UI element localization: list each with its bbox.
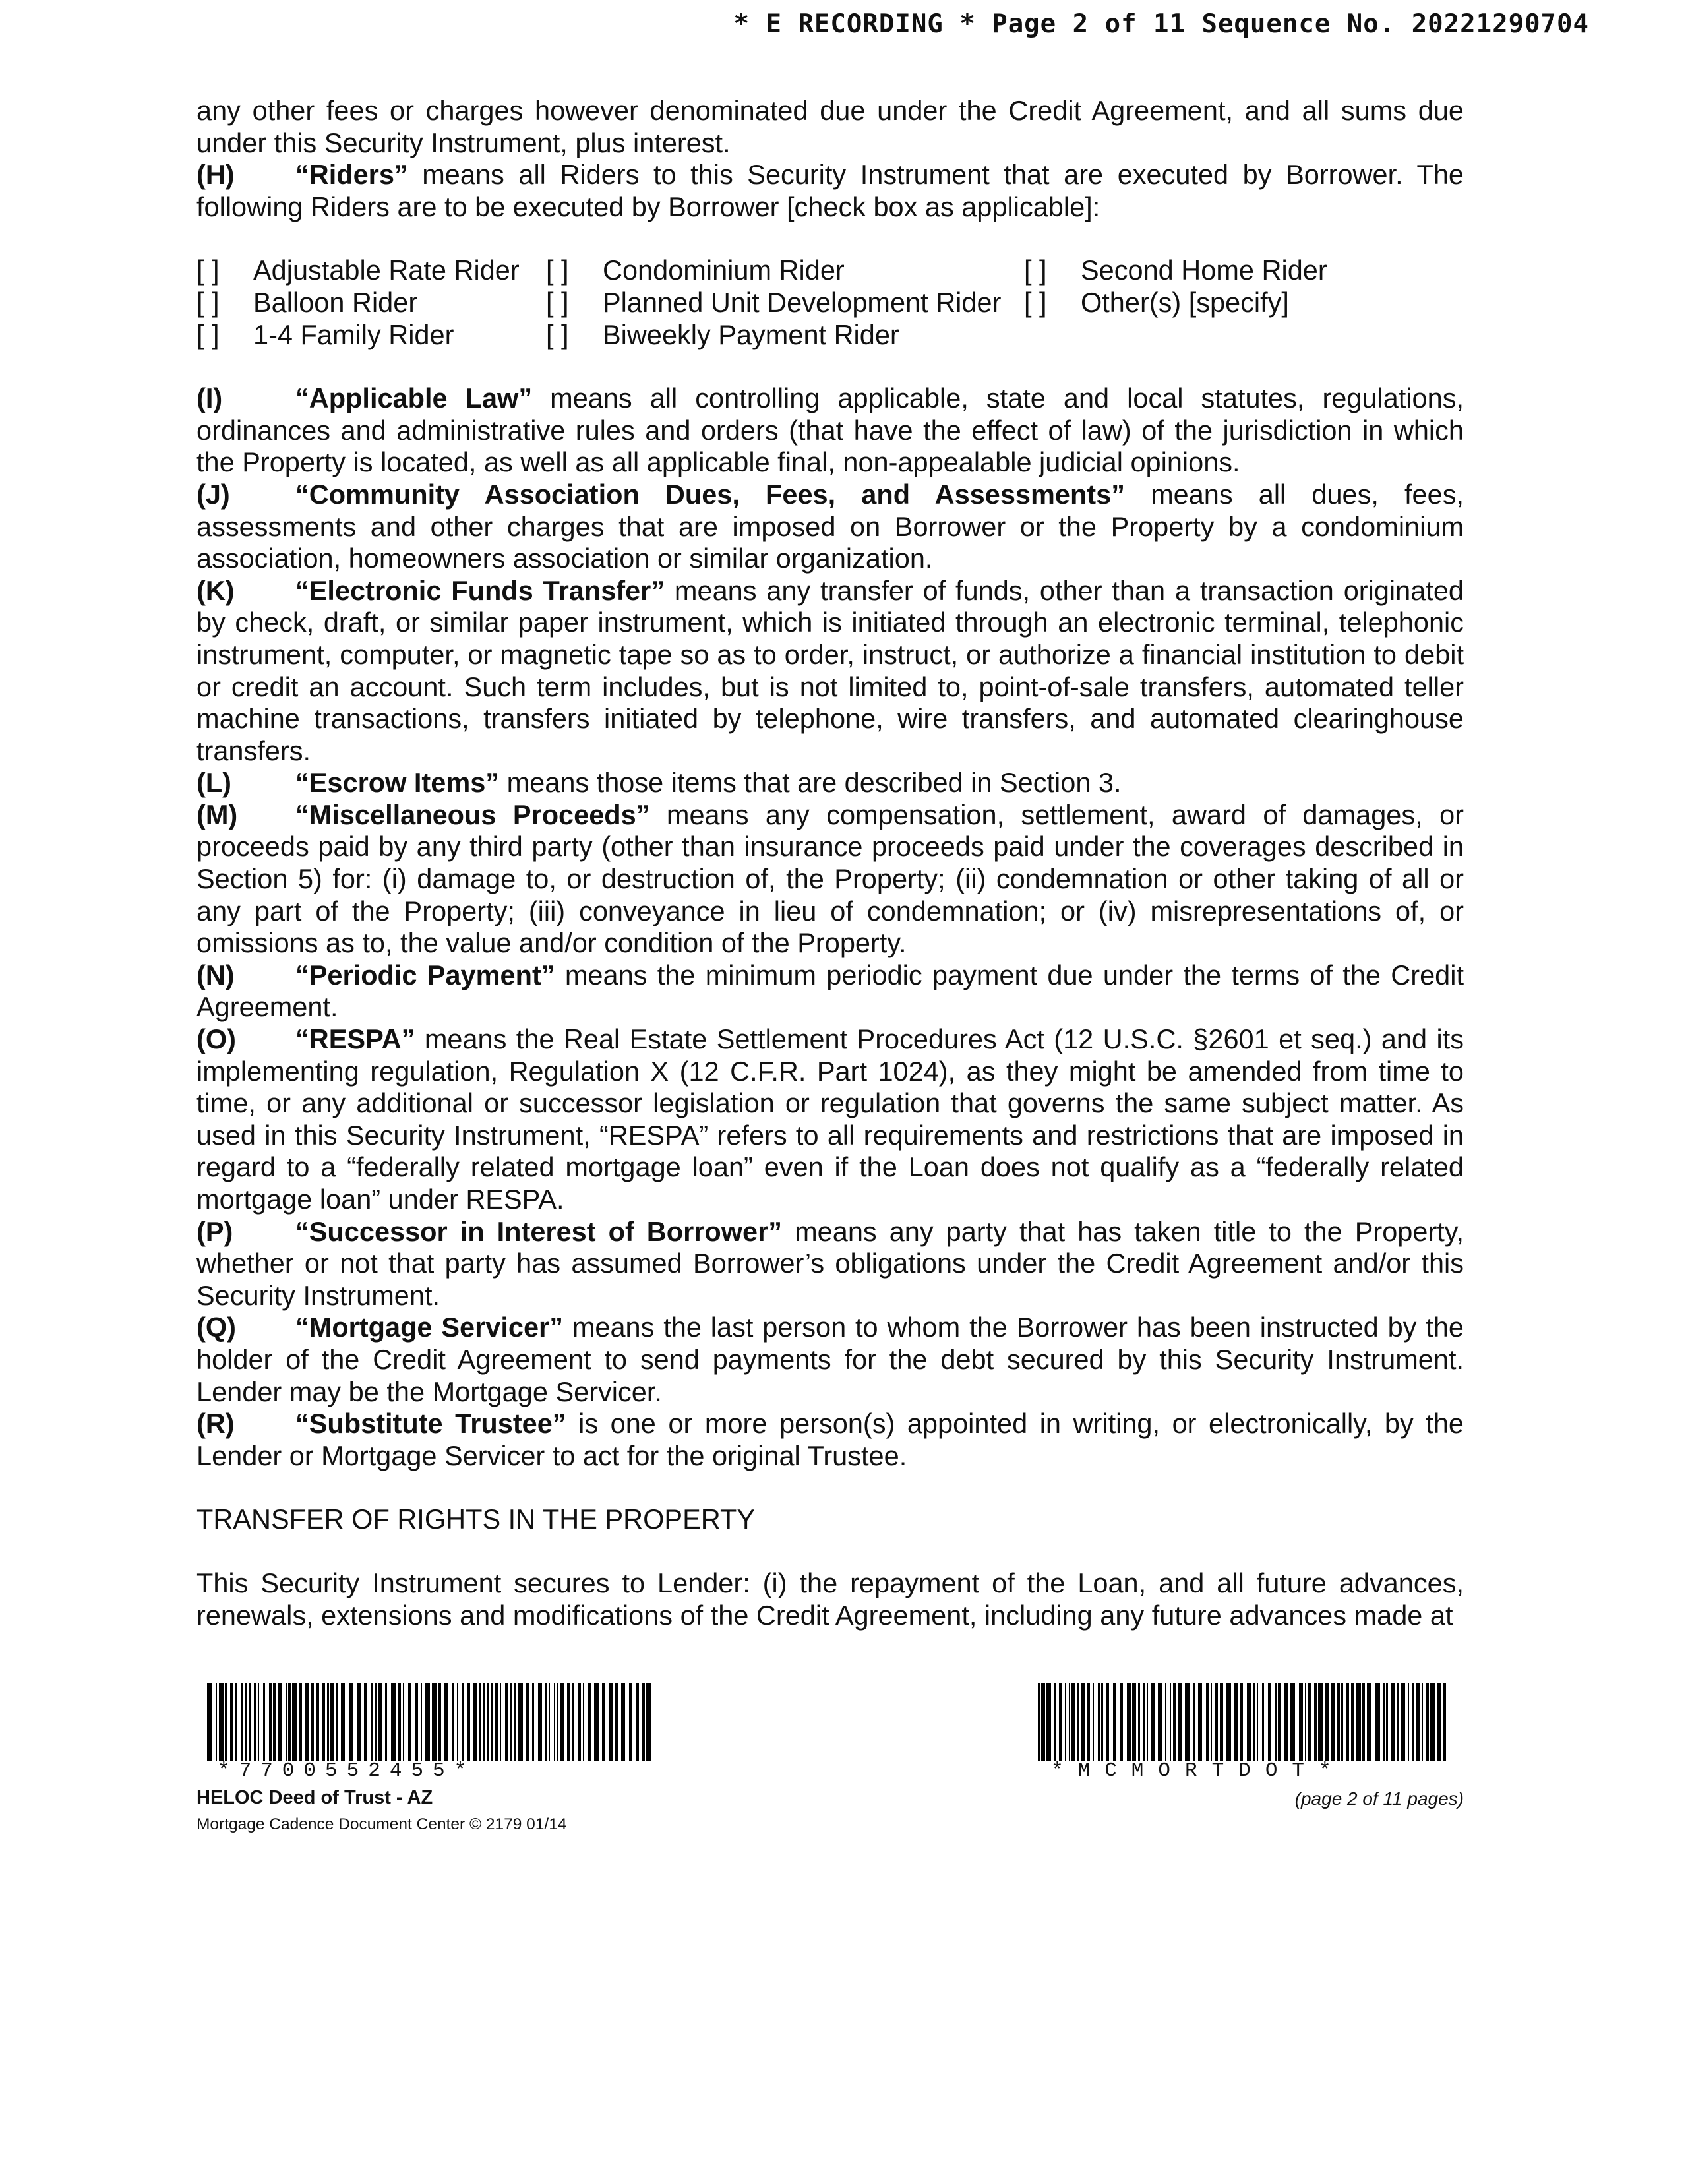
barcode-bar (1132, 1683, 1136, 1761)
definition-term: “Periodic Payment” (295, 959, 555, 990)
barcode-bar (646, 1683, 651, 1761)
barcode-bar (1383, 1683, 1385, 1761)
barcode-bar (642, 1683, 645, 1761)
barcode-bar (532, 1683, 534, 1761)
barcode-right-digits: *MCMORTDOT* (1051, 1759, 1346, 1782)
barcode-bar (230, 1683, 233, 1761)
definition-item (196, 767, 1464, 799)
rider-checkbox[interactable]: [ ] (1024, 286, 1047, 318)
page-label: (page 2 of 11 pages) (1294, 1788, 1464, 1809)
definition-term: “RESPA” (295, 1023, 415, 1055)
barcode-bar (557, 1683, 558, 1761)
barcode-bar (479, 1683, 481, 1761)
barcode-bar (554, 1683, 555, 1761)
definition-letter: (R) (196, 1408, 235, 1440)
barcode-bar (1299, 1683, 1303, 1761)
barcode-bar (572, 1683, 574, 1761)
barcode-bar (1367, 1683, 1372, 1761)
barcode-bar (583, 1683, 584, 1761)
barcode-bar (245, 1683, 247, 1761)
barcode-bar (602, 1683, 605, 1761)
barcode-bar (235, 1683, 237, 1761)
definition-item (196, 959, 1464, 1023)
barcode-bar (452, 1683, 454, 1761)
barcode-bar (1284, 1683, 1288, 1761)
rider-option[interactable] (1024, 287, 1380, 319)
barcode-bar (609, 1683, 613, 1761)
rider-option[interactable] (196, 287, 546, 319)
barcode-bar (1341, 1683, 1343, 1761)
definition-letter: (Q) (196, 1312, 236, 1343)
barcode-bar (1151, 1683, 1155, 1761)
barcode-bar (1158, 1683, 1162, 1761)
rider-option[interactable] (196, 255, 546, 287)
barcode-bar (357, 1683, 361, 1761)
barcode-bar (462, 1683, 464, 1761)
definition-term: “Applicable Law” (295, 382, 533, 414)
rider-checkbox[interactable]: [ ] (196, 286, 220, 318)
definition-item (196, 575, 1464, 768)
definition-term: “Community Association Dues, Fees, and Assessments” (295, 478, 1125, 510)
barcode-bar (1290, 1683, 1295, 1761)
rider-label: Biweekly Payment Rider (603, 318, 899, 350)
barcode-bar (403, 1683, 404, 1761)
rider-option[interactable] (196, 319, 546, 351)
rider-label: Second Home Rider (1081, 255, 1327, 286)
barcode-bar (438, 1683, 441, 1761)
barcode-bar (1430, 1683, 1435, 1761)
barcode-bar (1253, 1683, 1255, 1761)
definition-term: “Substitute Trustee” (295, 1408, 566, 1440)
barcode-bar (1193, 1683, 1195, 1761)
barcode-bar (1443, 1683, 1446, 1761)
barcode-bar (636, 1683, 639, 1761)
barcode-bar (1351, 1683, 1354, 1761)
barcode-bar (518, 1683, 523, 1761)
barcode-bar (567, 1683, 570, 1761)
definition-item (196, 1023, 1464, 1216)
barcode-bar (398, 1683, 401, 1761)
barcode-bar (1305, 1683, 1306, 1761)
barcode-bar (254, 1683, 256, 1761)
definition-term: “Miscellaneous Proceeds” (295, 799, 650, 830)
barcode-bar (1127, 1683, 1131, 1761)
barcode-bar (1138, 1683, 1140, 1761)
barcode-bar (1362, 1683, 1365, 1761)
barcode-bar (578, 1683, 581, 1761)
definition-text: means all controlling applicable, state and local statutes, regulations, ordinances and administrative rules and orders (that have the effect of law) of the jurisdiction in which the Property is located, as well as all applicable final, non-appealable judicial opinions. (196, 382, 1464, 478)
barcode-bar (273, 1683, 276, 1761)
definitions-list-a (196, 159, 1464, 223)
rider-checkbox[interactable]: [ ] (546, 255, 569, 286)
document-body (196, 95, 1464, 1631)
barcode-bar (330, 1683, 334, 1761)
barcode-bar (1275, 1683, 1277, 1761)
barcode-bar (1165, 1683, 1166, 1761)
barcode-bar (1077, 1683, 1079, 1761)
barcode-bar (421, 1683, 422, 1761)
definition-item (196, 382, 1464, 479)
barcode-bar (1386, 1683, 1388, 1761)
section-heading: TRANSFER OF RIGHTS IN THE PROPERTY (196, 1503, 756, 1535)
rider-checkbox[interactable]: [ ] (196, 255, 220, 286)
barcode-bar (1412, 1683, 1414, 1761)
barcode-right (1038, 1683, 1447, 1761)
barcode-bar (249, 1683, 251, 1761)
definition-item (196, 799, 1464, 959)
barcode-bar (1046, 1683, 1051, 1761)
barcode-bar (1416, 1683, 1420, 1761)
barcode-bar (258, 1683, 259, 1761)
barcode-bar (1247, 1683, 1251, 1761)
rider-label: Adjustable Rate Rider (253, 255, 520, 286)
rider-label: Other(s) [specify] (1081, 286, 1289, 318)
definition-letter: (P) (196, 1215, 233, 1247)
barcode-bar (545, 1683, 547, 1761)
definition-text: means all Riders to this Security Instrument that are executed by Borrower. The following Riders are to be executed by Borrower [check box as applicable]: (196, 159, 1464, 222)
barcode-bar (1346, 1683, 1349, 1761)
definition-text: means the minimum periodic payment due under the terms of the Credit Agreement. (196, 959, 1464, 1023)
barcode-bar (538, 1683, 542, 1761)
barcode-bar (1059, 1683, 1062, 1761)
barcode-bar (1240, 1683, 1243, 1761)
barcode-bar (1331, 1683, 1335, 1761)
definition-letter: (L) (196, 767, 231, 799)
definition-item (196, 159, 1464, 223)
barcode-bar (1185, 1683, 1190, 1761)
riders-checklist (196, 255, 1464, 351)
rider-label: 1-4 Family Rider (253, 318, 454, 350)
barcode-bar (1101, 1683, 1103, 1761)
barcode-bar (487, 1683, 489, 1761)
definition-text: means all dues, fees, assessments and other charges that are imposed on Borrower or the Property by a condominium association, homeowners association or similar organization. (196, 478, 1464, 574)
barcode-bar (514, 1683, 516, 1761)
barcode-bar (316, 1683, 319, 1761)
barcode-bar (491, 1683, 493, 1761)
barcode-bar (560, 1683, 564, 1761)
barcode-bar (1257, 1683, 1258, 1761)
barcode-bar (292, 1683, 297, 1761)
barcode-left (207, 1683, 654, 1761)
barcode-bar (1211, 1683, 1212, 1761)
barcode-bar (473, 1683, 477, 1761)
barcode-bar (1426, 1683, 1429, 1761)
barcode-bar (336, 1683, 338, 1761)
barcode-bar (500, 1683, 501, 1761)
barcode-bar (1113, 1683, 1116, 1761)
barcode-bar (629, 1683, 632, 1761)
barcode-bar (425, 1683, 430, 1761)
barcode-bar (385, 1683, 387, 1761)
barcode-bar (1375, 1683, 1380, 1761)
barcode-bar (305, 1683, 309, 1761)
recording-header: * E RECORDING * Page 2 of 11 Sequence No. 20221290704 (733, 9, 1589, 39)
barcode-bar (444, 1683, 448, 1761)
definition-term: “Mortgage Servicer” (295, 1312, 563, 1343)
barcode-bar (1071, 1683, 1075, 1761)
barcode-bar (483, 1683, 485, 1761)
barcode-bar (1041, 1683, 1045, 1761)
definition-term: “Electronic Funds Transfer” (295, 574, 665, 606)
rider-option[interactable] (1024, 255, 1380, 287)
definition-term: “Riders” (295, 159, 408, 191)
definition-text: means the last person to whom the Borrower has been instructed by the holder of the Credit Agreement to send payments for the debt secured by this Security Instrument. Lender may be the Mortgage Servicer. (196, 1312, 1464, 1407)
barcode-bar (588, 1683, 591, 1761)
barcode-bar (1314, 1683, 1317, 1761)
barcode-bar (1226, 1683, 1231, 1761)
definition-term: “Successor in Interest of Borrower” (295, 1215, 783, 1247)
barcode-bar (621, 1683, 625, 1761)
definition-item (196, 1312, 1464, 1408)
barcode-bar (1147, 1683, 1148, 1761)
barcode-bar (1065, 1683, 1066, 1761)
barcode-bar (1397, 1683, 1399, 1761)
barcode-bar (1437, 1683, 1441, 1761)
barcode-bar (615, 1683, 618, 1761)
barcode-bar (1422, 1683, 1423, 1761)
definition-letter: (O) (196, 1023, 236, 1055)
barcode-bar (1337, 1683, 1340, 1761)
barcode-bar (1069, 1683, 1070, 1761)
barcode-bar (1120, 1683, 1123, 1761)
barcode-bar (1143, 1683, 1145, 1761)
definition-letter: (H) (196, 159, 235, 191)
rider-option[interactable] (546, 287, 1024, 319)
definition-letter: (I) (196, 382, 223, 414)
barcode-bar (526, 1683, 529, 1761)
definition-text: means any compensation, settlement, award of damages, or proceeds paid by any third party (other than insurance proceeds paid under the coverages described in Section 5) for: (i) damage to, or destruction of, the Property; (ii) condemnation or other taking of all or any part of the Property; (iii) conveyance in lieu of condemnation; or (iv) misrepresentations of, or omissions as to, the value and/or condition of the Property. (196, 799, 1464, 959)
barcode-bar (1198, 1683, 1202, 1761)
barcode-bar (457, 1683, 458, 1761)
rider-option[interactable] (546, 319, 1024, 351)
barcode-bar (378, 1683, 382, 1761)
definition-text: means the Real Estate Settlement Procedures Act (12 U.S.C. §2601 et seq.) and its implementing regulation, Regulation X (12 C.F.R. Part 1024), as they might be amended from time to time, or any additional or successor legislation or regulation that governs the same subject matter. As used in this Security Instrument, “RESPA” refers to all requirements and restrictions that are imposed in regard to a “federally related mortgage loan” even if the Loan does not qualify as a “federally related mortgage loan” under RESPA. (196, 1023, 1464, 1215)
barcode-bar (1262, 1683, 1264, 1761)
definition-item (196, 1408, 1464, 1472)
barcode-bar (594, 1683, 599, 1761)
barcode-bar (415, 1683, 418, 1761)
rider-label: Balloon Rider (253, 286, 418, 318)
barcode-bar (1054, 1683, 1056, 1761)
barcode-bar (207, 1683, 212, 1761)
barcode-bar (1087, 1683, 1090, 1761)
barcode-bar (1318, 1683, 1323, 1761)
rider-label: Planned Unit Development Rider (603, 286, 1002, 318)
barcode-bar (311, 1683, 314, 1761)
definition-letter: (J) (196, 478, 230, 510)
barcode-bar (322, 1683, 325, 1761)
barcode-bar (219, 1683, 224, 1761)
form-source: Mortgage Cadence Document Center © 2179 01/14 (196, 1815, 567, 1833)
barcode-bar (349, 1683, 353, 1761)
barcode-bar (1206, 1683, 1209, 1761)
rider-checkbox[interactable]: [ ] (1024, 255, 1047, 286)
definition-item (196, 1216, 1464, 1312)
barcode-bar (327, 1683, 329, 1761)
rider-option[interactable] (546, 255, 1024, 287)
barcode-bar (1356, 1683, 1361, 1761)
barcode-bar (269, 1683, 272, 1761)
barcode-bar (1173, 1683, 1176, 1761)
barcode-bar (1178, 1683, 1182, 1761)
definition-letter: (K) (196, 574, 235, 606)
barcode-bar (1268, 1683, 1271, 1761)
barcode-bar (505, 1683, 508, 1761)
barcode-bar (1220, 1683, 1223, 1761)
barcode-bar (375, 1683, 377, 1761)
definition-text: means those items that are described in Section 3. (499, 767, 1122, 799)
rider-checkbox[interactable]: [ ] (196, 318, 220, 350)
form-title: HELOC Deed of Trust - AZ (196, 1787, 433, 1808)
definition-letter: (M) (196, 799, 238, 830)
barcode-bar (1408, 1683, 1409, 1761)
barcode-left-digits: *7700552455* (218, 1759, 476, 1782)
barcode-bar (495, 1683, 498, 1761)
definitions-list-b (196, 382, 1464, 1472)
barcode-bar (1234, 1683, 1238, 1761)
barcode-bar (278, 1683, 282, 1761)
definition-term: “Escrow Items” (295, 767, 500, 799)
barcode-bar (1391, 1683, 1395, 1761)
barcode-bar (1308, 1683, 1311, 1761)
definition-text: means any party that has taken title to the Property, whether or not that party has assumed Borrower’s obligations under the Credit Agreement and/or this Security Instrument. (196, 1215, 1464, 1311)
barcode-bar (241, 1683, 243, 1761)
barcode-bar (1401, 1683, 1405, 1761)
barcode-bar (1038, 1683, 1040, 1761)
definition-letter: (N) (196, 959, 235, 990)
barcode-bar (299, 1683, 302, 1761)
barcode-bar (549, 1683, 550, 1761)
definition-text: means any transfer of funds, other than a transaction originated by check, draft, or similar paper instrument, which is initiated through an electronic terminal, telephonic instrument, computer, or magnetic tape so as to order, instruct, or authorize a financial institution to debit or credit an account. Such term includes, but is not limited to, point-of-sale transfers, automated teller machine transactions, transfers initiated by telephone, wire transfers, and automated clearinghouse transfers. (196, 574, 1464, 766)
barcode-bar (288, 1683, 291, 1761)
barcode-bar (510, 1683, 512, 1761)
barcode-bar (1106, 1683, 1109, 1761)
definition-text: is one or more person(s) appointed in writing, or electronically, by the Lender or Mortgage Servicer to act for the original Trustee. (196, 1408, 1464, 1471)
barcode-bar (467, 1683, 470, 1761)
rider-checkbox[interactable]: [ ] (546, 286, 569, 318)
barcode-bar (1093, 1683, 1094, 1761)
barcode-bar (1278, 1683, 1281, 1761)
rider-checkbox[interactable]: [ ] (546, 318, 569, 350)
intro-paragraph: any other fees or charges however denominated due under the Credit Agreement, and all sums due under this Security Instrument, plus interest. (196, 95, 1464, 158)
barcode-bar (1170, 1683, 1171, 1761)
rider-label: Condominium Rider (603, 255, 845, 286)
barcode-bar (391, 1683, 396, 1761)
definition-item (196, 479, 1464, 575)
barcode-bar (1325, 1683, 1329, 1761)
barcode-bar (1081, 1683, 1085, 1761)
barcode-bar (263, 1683, 265, 1761)
barcode-bar (1215, 1683, 1218, 1761)
barcode-bar (364, 1683, 367, 1761)
barcode-bar (432, 1683, 437, 1761)
barcode-bar (225, 1683, 227, 1761)
barcode-bar (371, 1683, 373, 1761)
barcode-bar (1098, 1683, 1100, 1761)
barcode-bar (286, 1683, 287, 1761)
barcode-bar (341, 1683, 345, 1761)
barcode-bar (408, 1683, 411, 1761)
closing-paragraph: This Security Instrument secures to Lender: (i) the repayment of the Loan, and all future advances, renewals, extensions and modifications of the Credit Agreement, including any future advances made at (196, 1567, 1464, 1631)
footer-form-info (196, 1787, 566, 1834)
barcode-bar (216, 1683, 217, 1761)
